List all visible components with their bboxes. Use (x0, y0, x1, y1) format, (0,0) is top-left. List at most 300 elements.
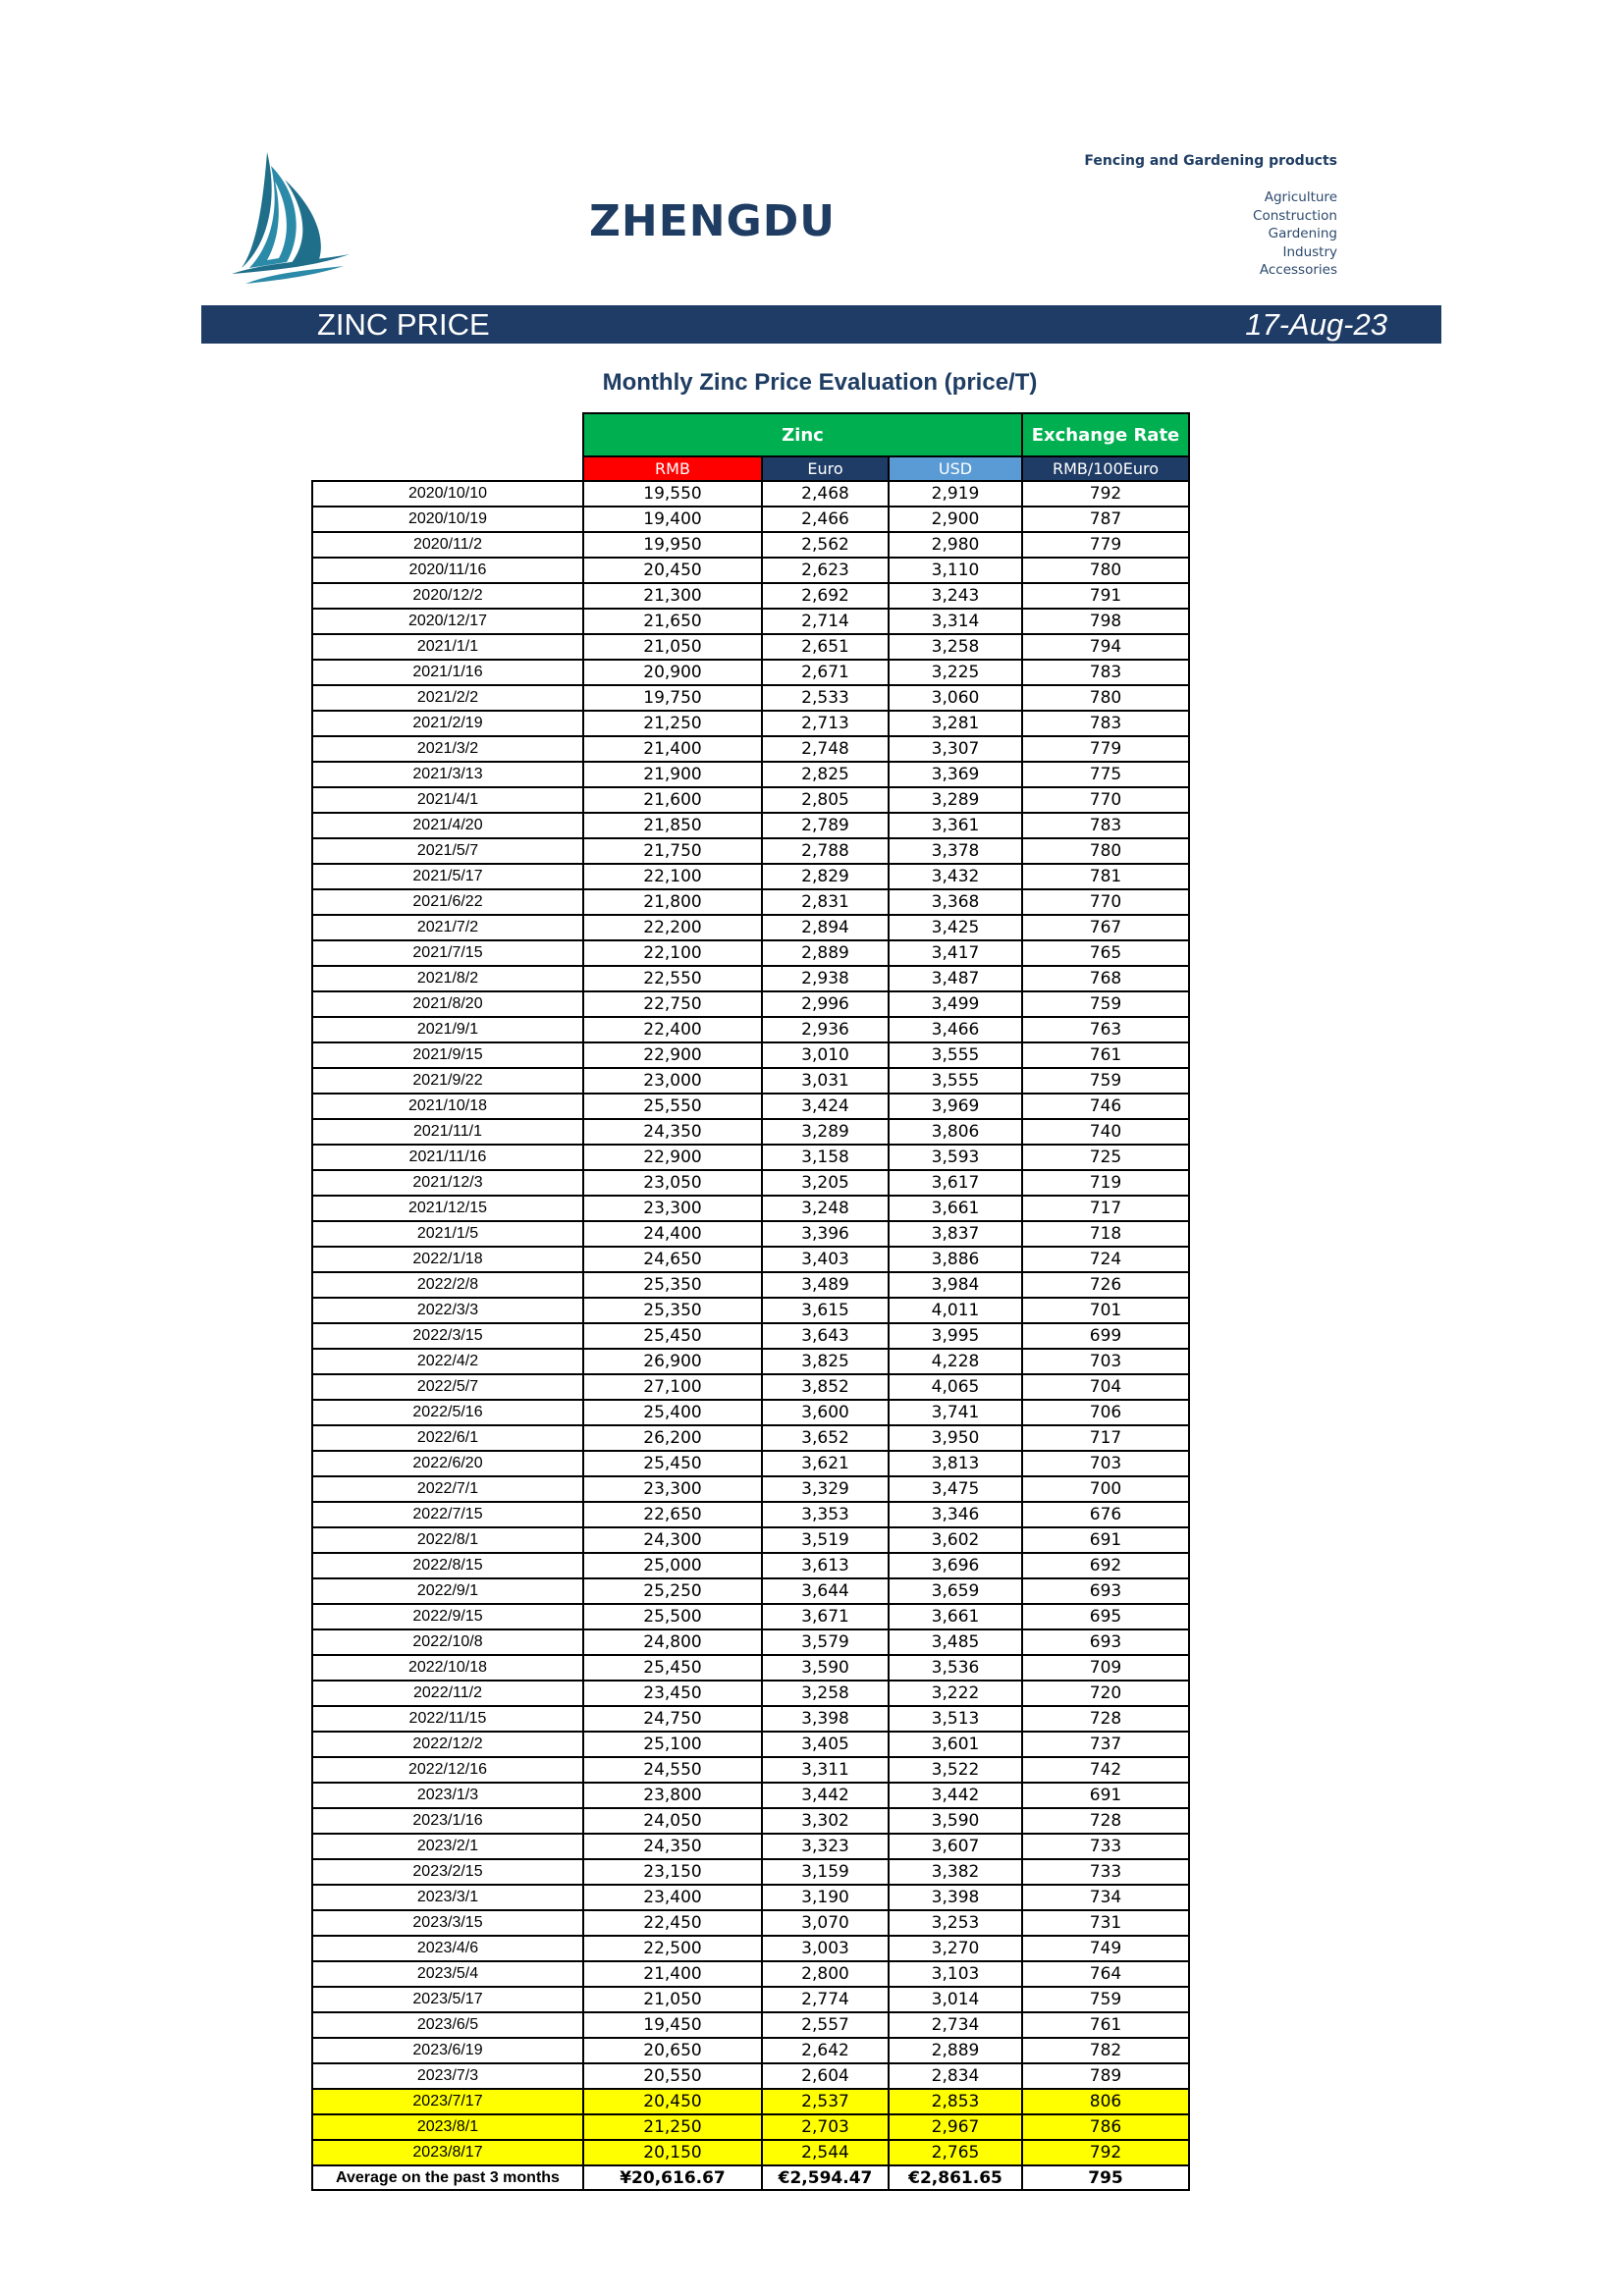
date-cell: 2021/11/16 (312, 1145, 583, 1170)
rate-cell: 728 (1022, 1706, 1189, 1732)
rmb-cell: 21,050 (583, 1987, 762, 2012)
date-cell: 2023/5/17 (312, 1987, 583, 2012)
euro-cell: 3,852 (762, 1374, 889, 1400)
rmb-cell: 25,250 (583, 1578, 762, 1604)
rmb-cell: 20,150 (583, 2140, 762, 2165)
rate-cell: 806 (1022, 2089, 1189, 2114)
usd-cell: 3,442 (889, 1783, 1022, 1808)
euro-cell: 2,533 (762, 685, 889, 711)
table-row (312, 1553, 1189, 1578)
usd-cell: 3,225 (889, 660, 1022, 685)
sailboat-logo-icon (228, 152, 355, 288)
rate-cell: 763 (1022, 1017, 1189, 1042)
rate-cell: 775 (1022, 762, 1189, 787)
table-row (312, 481, 1189, 507)
date-cell: 2021/12/3 (312, 1170, 583, 1196)
euro-cell: 3,248 (762, 1196, 889, 1221)
usd-cell: 3,253 (889, 1910, 1022, 1936)
header-blank (312, 413, 583, 456)
table-row (312, 1068, 1189, 1094)
rmb-cell: 24,550 (583, 1757, 762, 1783)
rmb-cell: 23,000 (583, 1068, 762, 1094)
rate-cell: 720 (1022, 1681, 1189, 1706)
rmb-cell: 25,400 (583, 1400, 762, 1425)
rmb-cell: 20,550 (583, 2063, 762, 2089)
euro-cell: 2,774 (762, 1987, 889, 2012)
rate-cell: 765 (1022, 940, 1189, 966)
euro-column-header: Euro (762, 456, 889, 481)
usd-cell: 3,813 (889, 1451, 1022, 1476)
banner-title: ZINC PRICE (317, 307, 490, 342)
date-cell: 2022/4/2 (312, 1349, 583, 1374)
rate-cell: 700 (1022, 1476, 1189, 1502)
date-cell: 2022/3/3 (312, 1298, 583, 1323)
rate-cell: 783 (1022, 660, 1189, 685)
rmb-cell: 22,100 (583, 864, 762, 889)
euro-cell: 3,621 (762, 1451, 889, 1476)
euro-cell: 3,158 (762, 1145, 889, 1170)
rate-cell: 780 (1022, 838, 1189, 864)
usd-cell: 3,555 (889, 1042, 1022, 1068)
rmb-cell: 27,100 (583, 1374, 762, 1400)
table-subtitle: Monthly Zinc Price Evaluation (price/T) (602, 369, 1038, 396)
table-row (312, 838, 1189, 864)
usd-cell: 3,417 (889, 940, 1022, 966)
euro-cell: 3,442 (762, 1783, 889, 1808)
table-row (312, 660, 1189, 685)
date-cell: 2022/12/2 (312, 1732, 583, 1757)
usd-cell: 3,060 (889, 685, 1022, 711)
rate-cell: 767 (1022, 915, 1189, 940)
table-row (312, 1578, 1189, 1604)
rate-cell: 768 (1022, 966, 1189, 991)
rmb-cell: 24,750 (583, 1706, 762, 1732)
rate-cell: 759 (1022, 1068, 1189, 1094)
euro-cell: 2,537 (762, 2089, 889, 2114)
euro-cell: 2,713 (762, 711, 889, 736)
table-row (312, 1936, 1189, 1961)
rate-cell: 725 (1022, 1145, 1189, 1170)
euro-cell: 2,544 (762, 2140, 889, 2165)
date-cell: 2021/3/13 (312, 762, 583, 787)
date-cell: 2021/5/17 (312, 864, 583, 889)
rmb-cell: 20,450 (583, 2089, 762, 2114)
usd-cell: 3,806 (889, 1119, 1022, 1145)
table-row (312, 1604, 1189, 1629)
usd-cell: 3,289 (889, 787, 1022, 813)
table-row (312, 1400, 1189, 1425)
rmb-cell: 24,050 (583, 1808, 762, 1834)
date-cell: 2023/2/15 (312, 1859, 583, 1885)
zinc-group-header: Zinc (583, 413, 1022, 456)
date-cell: 2020/11/2 (312, 532, 583, 558)
rate-cell: 779 (1022, 736, 1189, 762)
euro-cell: 2,889 (762, 940, 889, 966)
euro-cell: 3,579 (762, 1629, 889, 1655)
table-row (312, 1527, 1189, 1553)
table-row (312, 558, 1189, 583)
euro-cell: 3,353 (762, 1502, 889, 1527)
rate-cell: 703 (1022, 1451, 1189, 1476)
rmb-column-header: RMB (583, 456, 762, 481)
euro-cell: 2,831 (762, 889, 889, 915)
rate-cell: 726 (1022, 1272, 1189, 1298)
date-cell: 2023/3/1 (312, 1885, 583, 1910)
rate-cell: 706 (1022, 1400, 1189, 1425)
table-row (312, 583, 1189, 609)
euro-cell: 3,671 (762, 1604, 889, 1629)
table-row (312, 1834, 1189, 1859)
rmb-cell: 23,150 (583, 1859, 762, 1885)
euro-cell: 2,996 (762, 991, 889, 1017)
euro-cell: 3,652 (762, 1425, 889, 1451)
date-cell: 2021/8/20 (312, 991, 583, 1017)
rate-cell: 728 (1022, 1808, 1189, 1834)
rate-cell: 764 (1022, 1961, 1189, 1987)
rate-cell: 798 (1022, 609, 1189, 634)
rate-cell: 719 (1022, 1170, 1189, 1196)
table-row (312, 1017, 1189, 1042)
usd-cell: 3,995 (889, 1323, 1022, 1349)
euro-cell: 2,829 (762, 864, 889, 889)
rate-column-header: RMB/100Euro (1022, 456, 1189, 481)
date-cell: 2021/9/22 (312, 1068, 583, 1094)
rmb-cell: 25,500 (583, 1604, 762, 1629)
euro-cell: 3,644 (762, 1578, 889, 1604)
date-cell: 2021/11/1 (312, 1119, 583, 1145)
date-cell: 2021/7/2 (312, 915, 583, 940)
date-cell: 2023/8/1 (312, 2114, 583, 2140)
usd-cell: 3,984 (889, 1272, 1022, 1298)
euro-cell: 3,590 (762, 1655, 889, 1681)
table-row (312, 609, 1189, 634)
date-cell: 2022/6/20 (312, 1451, 583, 1476)
date-cell: 2021/4/1 (312, 787, 583, 813)
date-cell: 2022/6/1 (312, 1425, 583, 1451)
rate-cell: 701 (1022, 1298, 1189, 1323)
euro-cell: 2,557 (762, 2012, 889, 2038)
usd-cell: 2,853 (889, 2089, 1022, 2114)
rate-cell: 780 (1022, 685, 1189, 711)
usd-cell: 3,346 (889, 1502, 1022, 1527)
usd-cell: 3,222 (889, 1681, 1022, 1706)
table-row (312, 889, 1189, 915)
rate-cell: 703 (1022, 1349, 1189, 1374)
euro-cell: 3,159 (762, 1859, 889, 1885)
table-row (312, 685, 1189, 711)
euro-cell: 2,748 (762, 736, 889, 762)
date-cell: 2021/9/1 (312, 1017, 583, 1042)
table-row (312, 1119, 1189, 1145)
rate-cell: 792 (1022, 2140, 1189, 2165)
usd-cell: 3,270 (889, 1936, 1022, 1961)
rate-cell: 724 (1022, 1247, 1189, 1272)
usd-cell: 3,307 (889, 736, 1022, 762)
rate-cell: 789 (1022, 2063, 1189, 2089)
rmb-cell: 23,300 (583, 1196, 762, 1221)
euro-cell: 3,613 (762, 1553, 889, 1578)
rate-cell: 792 (1022, 481, 1189, 507)
rmb-cell: 21,250 (583, 711, 762, 736)
euro-cell: 3,643 (762, 1323, 889, 1349)
euro-cell: 2,938 (762, 966, 889, 991)
table-row (312, 2063, 1189, 2089)
table-row (312, 1655, 1189, 1681)
date-cell: 2020/12/2 (312, 583, 583, 609)
usd-cell: 2,900 (889, 507, 1022, 532)
euro-cell: 3,489 (762, 1272, 889, 1298)
usd-cell: 2,889 (889, 2038, 1022, 2063)
usd-cell: 3,499 (889, 991, 1022, 1017)
usd-cell: 3,466 (889, 1017, 1022, 1042)
table-row (312, 966, 1189, 991)
usd-cell: 2,834 (889, 2063, 1022, 2089)
rmb-cell: 25,350 (583, 1298, 762, 1323)
table-row (312, 1681, 1189, 1706)
date-cell: 2023/2/1 (312, 1834, 583, 1859)
rate-cell: 718 (1022, 1221, 1189, 1247)
usd-cell: 3,314 (889, 609, 1022, 634)
usd-cell: 3,485 (889, 1629, 1022, 1655)
date-cell: 2022/5/16 (312, 1400, 583, 1425)
rate-cell: 695 (1022, 1604, 1189, 1629)
table-row (312, 813, 1189, 838)
euro-cell: 3,600 (762, 1400, 889, 1425)
rmb-cell: 23,050 (583, 1170, 762, 1196)
table-row (312, 1094, 1189, 1119)
euro-cell: 2,604 (762, 2063, 889, 2089)
euro-cell: 3,311 (762, 1757, 889, 1783)
euro-cell: 2,789 (762, 813, 889, 838)
usd-cell: 2,765 (889, 2140, 1022, 2165)
date-cell: 2022/3/15 (312, 1323, 583, 1349)
table-row (312, 1323, 1189, 1349)
average-label: Average on the past 3 months (312, 2165, 583, 2190)
rate-cell: 770 (1022, 889, 1189, 915)
rmb-cell: 19,550 (583, 481, 762, 507)
euro-cell: 3,424 (762, 1094, 889, 1119)
date-cell: 2021/1/16 (312, 660, 583, 685)
table-row (312, 1042, 1189, 1068)
rmb-cell: 19,400 (583, 507, 762, 532)
usd-cell: 3,741 (889, 1400, 1022, 1425)
rmb-cell: 20,650 (583, 2038, 762, 2063)
date-cell: 2021/12/15 (312, 1196, 583, 1221)
date-cell: 2022/9/15 (312, 1604, 583, 1629)
usd-cell: 3,536 (889, 1655, 1022, 1681)
brand-tagline: Fencing and Gardening products (1084, 153, 1337, 169)
date-cell: 2021/8/2 (312, 966, 583, 991)
rmb-cell: 23,450 (583, 1681, 762, 1706)
rate-cell: 782 (1022, 2038, 1189, 2063)
usd-cell: 3,382 (889, 1859, 1022, 1885)
exchange-rate-header: Exchange Rate (1022, 413, 1189, 456)
rate-cell: 783 (1022, 711, 1189, 736)
euro-cell: 2,805 (762, 787, 889, 813)
average-row (312, 2165, 1189, 2190)
rmb-cell: 21,300 (583, 583, 762, 609)
rate-cell: 742 (1022, 1757, 1189, 1783)
rmb-cell: 24,650 (583, 1247, 762, 1272)
table-row (312, 1732, 1189, 1757)
table-row (312, 1808, 1189, 1834)
rmb-cell: 21,400 (583, 1961, 762, 1987)
rate-cell: 781 (1022, 864, 1189, 889)
usd-cell: 3,425 (889, 915, 1022, 940)
table-row (312, 1859, 1189, 1885)
date-cell: 2023/6/5 (312, 2012, 583, 2038)
date-cell: 2022/10/8 (312, 1629, 583, 1655)
rate-cell: 786 (1022, 2114, 1189, 2140)
date-cell: 2022/10/18 (312, 1655, 583, 1681)
table-row (312, 762, 1189, 787)
usd-cell: 3,659 (889, 1578, 1022, 1604)
usd-cell: 3,281 (889, 711, 1022, 736)
rate-cell: 692 (1022, 1553, 1189, 1578)
usd-cell: 3,368 (889, 889, 1022, 915)
date-cell: 2021/9/15 (312, 1042, 583, 1068)
category-item: Industry (1282, 243, 1337, 260)
rmb-cell: 22,500 (583, 1936, 762, 1961)
euro-cell: 3,289 (762, 1119, 889, 1145)
euro-cell: 3,519 (762, 1527, 889, 1553)
rmb-cell: 21,050 (583, 634, 762, 660)
rmb-cell: 24,300 (583, 1527, 762, 1553)
table-row (312, 1502, 1189, 1527)
rate-cell: 704 (1022, 1374, 1189, 1400)
euro-cell: 3,070 (762, 1910, 889, 1936)
usd-cell: 3,607 (889, 1834, 1022, 1859)
date-cell: 2023/5/4 (312, 1961, 583, 1987)
euro-cell: 2,936 (762, 1017, 889, 1042)
date-cell: 2022/5/7 (312, 1374, 583, 1400)
euro-cell: 2,651 (762, 634, 889, 660)
euro-cell: 3,302 (762, 1808, 889, 1834)
banner-date: 17-Aug-23 (1245, 307, 1387, 342)
date-cell: 2023/1/16 (312, 1808, 583, 1834)
date-cell: 2021/6/22 (312, 889, 583, 915)
usd-cell: 3,361 (889, 813, 1022, 838)
table-row (312, 991, 1189, 1017)
rate-cell: 740 (1022, 1119, 1189, 1145)
date-cell: 2020/12/17 (312, 609, 583, 634)
date-cell: 2022/11/2 (312, 1681, 583, 1706)
rate-cell: 733 (1022, 1859, 1189, 1885)
rate-cell: 749 (1022, 1936, 1189, 1961)
group-header-row (312, 413, 1189, 456)
brand-name: ZHENGDU (589, 196, 836, 246)
table-row (312, 1885, 1189, 1910)
rmb-cell: 22,200 (583, 915, 762, 940)
date-cell: 2022/1/18 (312, 1247, 583, 1272)
rate-cell: 761 (1022, 2012, 1189, 2038)
euro-cell: 2,894 (762, 915, 889, 940)
rmb-cell: 25,450 (583, 1655, 762, 1681)
rate-cell: 737 (1022, 1732, 1189, 1757)
table-row (312, 2140, 1189, 2165)
category-item: Gardening (1268, 226, 1337, 241)
usd-cell: 3,602 (889, 1527, 1022, 1553)
date-cell: 2023/1/3 (312, 1783, 583, 1808)
date-cell: 2020/10/19 (312, 507, 583, 532)
date-cell: 2020/10/10 (312, 481, 583, 507)
euro-cell: 3,403 (762, 1247, 889, 1272)
rmb-cell: 23,300 (583, 1476, 762, 1502)
date-cell: 2022/8/1 (312, 1527, 583, 1553)
rmb-cell: 22,900 (583, 1145, 762, 1170)
rmb-cell: 21,750 (583, 838, 762, 864)
date-cell: 2022/11/15 (312, 1706, 583, 1732)
table-row (312, 2089, 1189, 2114)
rate-cell: 731 (1022, 1910, 1189, 1936)
rmb-cell: 24,350 (583, 1119, 762, 1145)
date-cell: 2021/1/5 (312, 1221, 583, 1247)
euro-cell: 2,692 (762, 583, 889, 609)
table-row (312, 1961, 1189, 1987)
usd-cell: 3,103 (889, 1961, 1022, 1987)
rate-cell: 779 (1022, 532, 1189, 558)
euro-cell: 2,671 (762, 660, 889, 685)
usd-cell: 3,886 (889, 1247, 1022, 1272)
euro-cell: 2,788 (762, 838, 889, 864)
date-cell: 2021/7/15 (312, 940, 583, 966)
rate-cell: 780 (1022, 558, 1189, 583)
euro-cell: 3,258 (762, 1681, 889, 1706)
date-cell: 2021/3/2 (312, 736, 583, 762)
table-row (312, 1425, 1189, 1451)
euro-cell: 2,466 (762, 507, 889, 532)
rmb-cell: 21,650 (583, 609, 762, 634)
euro-cell: 3,329 (762, 1476, 889, 1502)
category-item: Accessories (1259, 262, 1337, 278)
euro-cell: 2,800 (762, 1961, 889, 1987)
zinc-price-table (311, 412, 1190, 2191)
usd-cell: 2,967 (889, 2114, 1022, 2140)
table-row (312, 711, 1189, 736)
table-row (312, 940, 1189, 966)
rate-cell: 794 (1022, 634, 1189, 660)
rmb-cell: 22,550 (583, 966, 762, 991)
rate-cell: 693 (1022, 1578, 1189, 1604)
column-header-row (312, 456, 1189, 481)
euro-cell: 2,714 (762, 609, 889, 634)
rate-cell: 717 (1022, 1196, 1189, 1221)
table-row (312, 1629, 1189, 1655)
euro-cell: 3,003 (762, 1936, 889, 1961)
usd-cell: 3,661 (889, 1604, 1022, 1629)
table-row (312, 1910, 1189, 1936)
rmb-cell: 23,400 (583, 1885, 762, 1910)
usd-cell: 4,011 (889, 1298, 1022, 1323)
date-cell: 2021/10/18 (312, 1094, 583, 1119)
date-cell: 2023/6/19 (312, 2038, 583, 2063)
average-rmb: ¥20,616.67 (583, 2165, 762, 2190)
rate-cell: 761 (1022, 1042, 1189, 1068)
table-row (312, 1145, 1189, 1170)
rmb-cell: 25,450 (583, 1451, 762, 1476)
date-cell: 2022/9/1 (312, 1578, 583, 1604)
table-row (312, 2114, 1189, 2140)
euro-cell: 2,703 (762, 2114, 889, 2140)
rmb-cell: 24,800 (583, 1629, 762, 1655)
rmb-cell: 25,000 (583, 1553, 762, 1578)
rmb-cell: 20,900 (583, 660, 762, 685)
table-row (312, 634, 1189, 660)
rmb-cell: 21,900 (583, 762, 762, 787)
rmb-cell: 26,200 (583, 1425, 762, 1451)
table-row (312, 1298, 1189, 1323)
usd-cell: 3,617 (889, 1170, 1022, 1196)
